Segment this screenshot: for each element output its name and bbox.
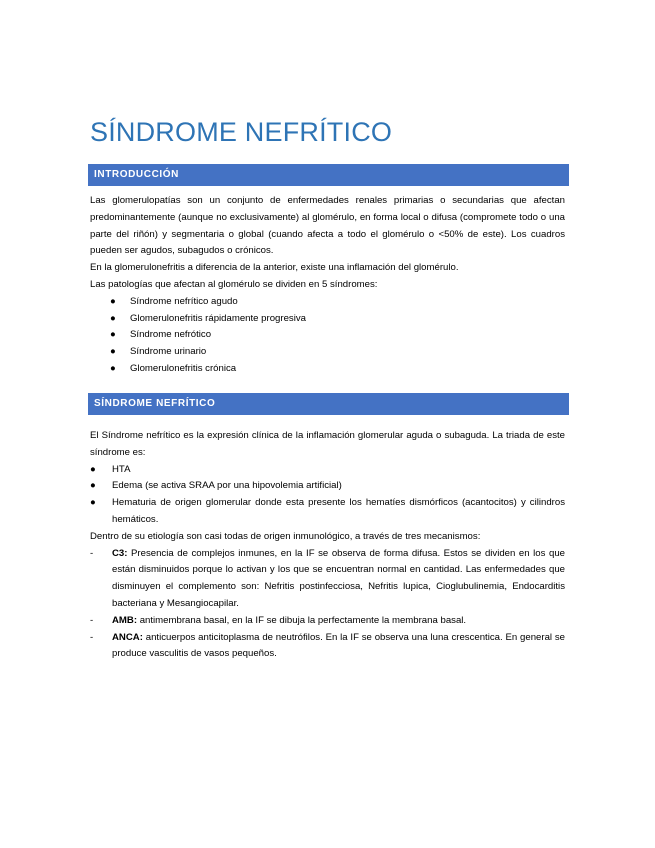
list-item xyxy=(90,344,565,361)
mechanism-list xyxy=(90,546,565,664)
nefritico-paragraph-1: El Síndrome nefrítico es la expresión clínica de la inflamación glomerular aguda o subaguda. La triada de este síndrome es: xyxy=(90,430,565,458)
bullet-icon: ● xyxy=(90,463,96,475)
list-item xyxy=(90,630,565,664)
intro-paragraph-3: Las patologías que afectan al glomérulo se dividen en 5 síndromes: xyxy=(90,278,378,290)
list-item xyxy=(90,478,565,495)
list-item-text: Glomerulonefritis rápidamente progresiva xyxy=(130,312,306,324)
list-item-text: Glomerulonefritis crónica xyxy=(130,362,237,374)
nefritico-body xyxy=(90,428,565,663)
triad-list xyxy=(90,462,565,529)
page-title: SÍNDROME NEFRÍTICO xyxy=(90,117,393,147)
dash-icon: - xyxy=(90,547,94,559)
list-item-text: Edema (se activa SRAA por una hipovolemia artificial) xyxy=(112,480,342,492)
section-heading-introduccion: INTRODUCCIÓN xyxy=(88,164,569,186)
bullet-icon: ● xyxy=(110,295,116,307)
list-item xyxy=(90,546,565,613)
mechanism-text: antimembrana basal, en la IF se dibuja la perfectamente la membrana basal. xyxy=(137,614,467,626)
list-item xyxy=(90,327,565,344)
list-item xyxy=(90,495,565,529)
list-item-text: Hematuria de origen glomerular donde esta presente los hematíes dismórficos (acantocitos) y cilindros hemáticos. xyxy=(112,497,565,525)
dash-icon: - xyxy=(90,631,94,643)
bullet-icon: ● xyxy=(110,346,116,358)
intro-body xyxy=(90,193,565,378)
syndrome-list xyxy=(90,294,565,378)
mechanism-term: AMB: xyxy=(112,614,138,626)
intro-paragraph-1: Las glomerulopatías son un conjunto de enfermedades renales primarias o secundarias que afectan predominantemente (aunque no exclusivamente) al glomérulo, en forma local o difusa (compromete todo o una parte del riñón) y segmentaria o global (cuando afecta a todo el glomérulo o <50% de este). Los cuadros pueden ser agudos, subagudos o crónicos. xyxy=(90,195,565,257)
mechanism-term: ANCA: xyxy=(112,631,143,643)
section-heading-sindrome-nefritico: SÍNDROME NEFRÍTICO xyxy=(88,393,569,415)
mechanism-term: C3: xyxy=(112,547,128,559)
bullet-icon: ● xyxy=(90,480,96,492)
mechanism-text: anticuerpos anticitoplasma de neutrófilos. En la IF se observa una luna crescentica. En general se produce vasculitis de vasos pequeños. xyxy=(112,631,565,660)
list-item xyxy=(90,361,565,378)
list-item-text: Síndrome nefrítico agudo xyxy=(130,295,238,307)
list-item xyxy=(90,294,565,311)
bullet-icon: ● xyxy=(110,329,116,341)
bullet-icon: ● xyxy=(110,312,116,324)
list-item xyxy=(90,311,565,328)
list-item xyxy=(90,462,565,479)
list-item-text: Síndrome nefrótico xyxy=(130,329,212,341)
nefritico-paragraph-2: Dentro de su etiología son casi todas de origen inmunológico, a través de tres mecanismos: xyxy=(90,530,481,542)
list-item-text: Síndrome urinario xyxy=(130,346,207,358)
bullet-icon: ● xyxy=(110,362,116,374)
list-item xyxy=(90,613,565,630)
intro-paragraph-2: En la glomerulonefritis a diferencia de la anterior, existe una inflamación del glomérulo. xyxy=(90,262,459,274)
dash-icon: - xyxy=(90,614,94,626)
list-item-text: HTA xyxy=(112,463,131,475)
bullet-icon: ● xyxy=(90,497,96,509)
mechanism-text: Presencia de complejos inmunes, en la IF se observa de forma difusa. Estos se dividen en los que están disminuidos porque lo activan y los que se encuentran normal en cantidad. Las enfermedades que disminuyen el complemento son: Nefritis postinfecciosa, Nefritis lupica, Cioglubulinemia, Endocarditis bacteriana y Mesangiocapilar. xyxy=(112,547,565,609)
